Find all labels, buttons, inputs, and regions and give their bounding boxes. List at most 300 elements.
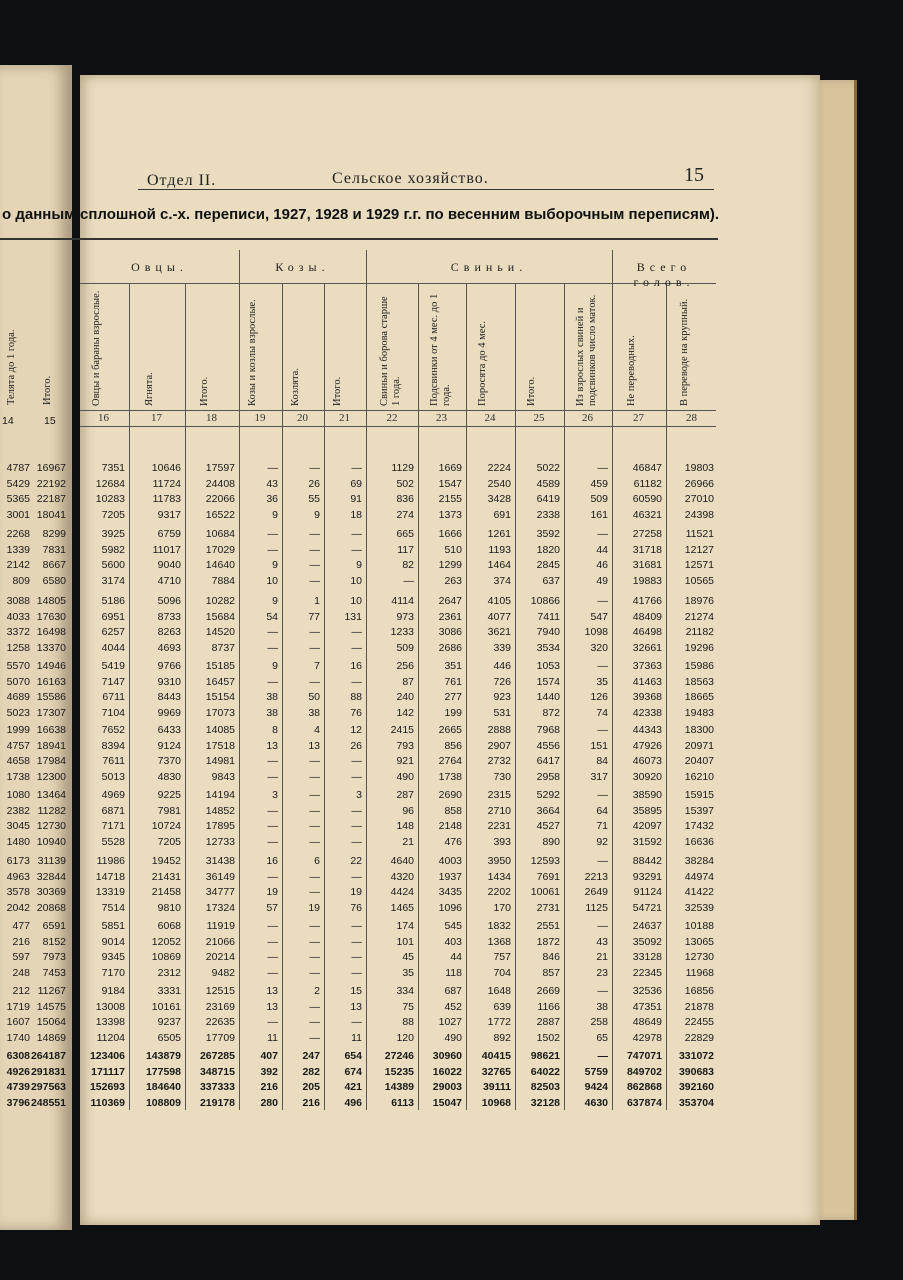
table-cell: 19883 [632,574,662,587]
table-cell: 12593 [530,855,560,867]
table-cell: 32661 [632,641,662,654]
table-cell: 6113 [391,1096,414,1109]
table-cell: — [267,641,278,654]
table-cell: 2731 [536,901,560,914]
table-cell: 14520 [205,626,235,638]
table-cell: 96 [402,804,414,817]
table-cell: 91 [350,493,362,505]
table-cell: 849702 [626,1065,662,1078]
column-group-label: Козы. [275,260,330,274]
table-cell: — [309,770,320,783]
table-cell: 88442 [632,855,662,867]
left-table-cell: 5570 [6,660,30,672]
table-cell: — [267,543,278,556]
table-cell: 42097 [632,820,662,832]
table-cell: 35895 [632,804,662,817]
table-cell: 4105 [487,595,511,607]
left-table-cell: 1480 [6,835,30,848]
table-cell: — [309,870,320,883]
left-table-cell: 4757 [6,739,30,752]
table-cell: 120 [396,1031,414,1044]
table-cell: 24408 [205,477,235,490]
table-cell: 2213 [584,870,608,883]
table-cell: 2338 [536,508,560,521]
table-cell: 11 [351,1031,362,1044]
table-cell: 2647 [438,595,462,607]
left-table-cell: 2042 [6,901,30,914]
table-cell: 9 [356,559,362,571]
table-cell: 44 [596,543,608,556]
table-cell: 15397 [684,804,714,817]
table-cell: 177598 [145,1065,181,1078]
column-number: 27 [633,412,644,424]
table-cell: — [351,626,362,638]
left-table-cell: 13464 [36,789,66,801]
table-cell: — [309,543,320,556]
table-cell: 92 [596,835,608,848]
table-cell: 2665 [438,724,462,736]
table-cell: 14640 [205,559,235,571]
table-cell: 41766 [632,595,662,607]
left-table-cell: 5070 [6,675,30,688]
table-column-divider [515,283,516,1110]
table-cell: 339 [493,641,511,654]
table-cell: 761 [444,675,462,688]
table-cell: 1299 [438,559,462,571]
table-cell: 98621 [530,1050,560,1062]
table-cell: 7171 [101,820,125,832]
table-cell: 33128 [632,951,662,963]
table-cell: 446 [493,660,511,672]
table-cell: 9040 [157,559,181,571]
left-table-cell: 477 [12,920,30,932]
table-cell: 21066 [205,935,235,948]
table-cell: 320 [590,641,608,654]
table-cell: 65 [596,1031,608,1044]
table-cell: 858 [444,804,462,817]
table-column-divider [666,283,667,1110]
table-cell: 509 [396,641,414,654]
table-cell: 19 [350,886,362,898]
table-cell: 2231 [487,820,511,832]
table-cell: 4527 [536,820,560,832]
table-cell: 151 [590,739,608,752]
table-cell: 32536 [632,985,662,997]
table-cell: 3664 [536,804,560,817]
table-cell: 12 [350,724,362,736]
table-cell: — [267,935,278,948]
table-cell: 43 [266,477,278,490]
column-number: 21 [339,412,350,424]
table-cell: 1125 [585,901,608,914]
table-cell: 38284 [684,855,714,867]
table-cell: 4 [314,724,320,736]
table-cell: — [351,966,362,979]
table-cell: 1464 [487,559,511,571]
table-cell: 88 [350,691,362,703]
table-cell: 9317 [157,508,181,521]
table-cell: 1233 [390,626,414,638]
table-cell: 856 [444,739,462,752]
table-cell: 46498 [632,626,662,638]
table-cell: 9 [272,660,278,672]
table-cell: 11783 [152,493,181,505]
table-cell: 407 [260,1050,278,1062]
table-cell: 22455 [684,1016,714,1028]
table-cell: 7351 [101,462,125,474]
table-cell: — [351,920,362,932]
left-table-cell: 13370 [36,641,66,654]
table-cell: — [309,574,320,587]
table-cell: 258 [590,1016,608,1028]
table-cell: 6068 [157,920,181,932]
table-cell: 118 [445,966,462,979]
table-cell: 1574 [536,675,560,688]
table-cell: 4630 [584,1096,608,1109]
table-cell: 10646 [151,462,181,474]
table-cell: 42978 [632,1031,662,1044]
table-cell: 24637 [632,920,662,932]
table-cell: 19452 [151,855,181,867]
left-table-cell: 1738 [6,770,30,783]
table-cell: 476 [444,835,462,848]
table-cell: — [309,1016,320,1028]
table-cell: 15047 [432,1096,462,1109]
left-table-cell: 291831 [30,1065,66,1078]
column-header: Козы и козлы взрослые. [247,299,258,406]
left-table-cell: 16638 [36,724,66,736]
table-cell: 637 [542,574,560,587]
table-cell: 9184 [101,985,125,997]
table-cell: 5528 [101,835,125,848]
table-cell: — [309,835,320,848]
table-cell: 393 [493,835,511,848]
column-number: 18 [206,412,217,424]
table-cell: 6433 [157,724,181,736]
table-cell: 16856 [684,985,714,997]
column-number: 19 [254,412,266,424]
table-cell: 21274 [684,610,714,623]
table-cell: 46847 [632,462,662,474]
table-cell: 1373 [438,508,462,521]
table-cell: — [267,870,278,883]
table-cell: 687 [444,985,462,997]
table-cell: 21458 [151,886,181,898]
left-table-cell: 2382 [6,804,30,817]
table-cell: 26966 [684,477,714,490]
table-cell: 2764 [438,755,462,767]
page-number: 15 [684,164,704,186]
table-cell: 15185 [205,660,235,672]
table-cell: 26 [308,477,320,490]
table-cell: — [267,528,278,540]
table-cell: 60590 [632,493,662,505]
table-cell: 13008 [95,1000,125,1013]
column-group-label: Овцы. [131,260,188,274]
table-cell: 54721 [632,901,662,914]
subtitle-left-fragment: о данным [2,206,76,223]
table-cell: 15986 [684,660,714,672]
table-cell: 9310 [157,675,181,688]
table-cell: 12733 [205,835,235,848]
left-table-cell: 20868 [36,901,66,914]
table-cell: 14852 [205,804,235,817]
table-cell: 20971 [684,739,714,752]
table-cell: 6417 [536,755,560,767]
table-cell: 509 [590,493,608,505]
table-cell: 13 [266,739,278,752]
table-cell: 8737 [211,641,235,654]
left-table-cell: 12730 [36,820,66,832]
table-cell: — [267,951,278,963]
table-cell: 7611 [102,755,125,767]
table-cell: — [351,462,362,474]
table-cell: — [267,804,278,817]
column-group-label: Всего голов. [633,260,695,289]
left-table-cell: 3045 [6,820,30,832]
left-table-cell: 10940 [36,835,66,848]
column-number: 17 [151,412,162,424]
table-cell: 11968 [685,966,714,979]
table-cell: — [597,1050,608,1062]
table-cell: 13065 [684,935,714,948]
table-cell: 1547 [438,477,462,490]
table-cell: 7205 [157,835,181,848]
table-cell: 7884 [211,574,235,587]
left-table-cell: 1719 [6,1000,30,1013]
table-cell: 8263 [157,626,181,638]
table-cell: 12127 [684,543,714,556]
table-cell: — [351,804,362,817]
table-cell: 317 [590,770,608,783]
table-cell: 9766 [157,660,181,672]
table-cell: 46 [596,559,608,571]
table-cell: 691 [493,508,511,521]
table-cell: 3174 [101,574,125,587]
table-cell: — [351,641,362,654]
table-cell: — [351,820,362,832]
column-header: Подсвинки от 4 мес. до 1 года. [428,293,452,406]
table-cell: 337333 [199,1081,235,1093]
table-cell: 2732 [487,755,511,767]
left-table-cell: 5023 [6,706,30,719]
table-cell: 973 [396,610,414,623]
table-cell: 19483 [684,706,714,719]
table-cell: 35 [402,966,414,979]
table-cell: 18 [350,508,362,521]
table-cell: 267285 [199,1050,235,1062]
table-cell: 1937 [438,870,462,883]
left-table-cell: 3578 [6,886,30,898]
table-cell: 11521 [685,528,714,540]
table-cell: 71 [596,820,608,832]
table-cell: — [351,770,362,783]
table-cell: 16636 [684,835,714,848]
column-number: 28 [686,412,697,424]
table-cell: 14085 [205,724,235,736]
table-cell: 11204 [96,1031,125,1044]
table-cell: — [309,755,320,767]
table-cell: — [309,935,320,948]
table-cell: 54 [266,610,278,623]
table-cell: 7170 [101,966,125,979]
table-cell: 10724 [151,820,181,832]
table-cell: 2148 [438,820,462,832]
table-cell: 7370 [157,755,181,767]
left-table-cell: 4689 [6,691,30,703]
table-cell: 857 [542,966,560,979]
table-cell: 10869 [151,951,181,963]
table-cell: 6759 [157,528,181,540]
left-column-header: Итого. [42,375,53,405]
column-header: Поросята до 4 мес. [477,320,488,406]
table-column-divider [466,283,467,1110]
table-cell: — [351,951,362,963]
table-cell: 7981 [157,804,181,817]
left-table-cell: 6308 [6,1050,30,1062]
table-cell: 1261 [487,528,511,540]
table-cell: 1 [314,595,320,607]
table-cell: 152693 [89,1081,125,1093]
table-cell: 38 [596,1000,608,1013]
left-table-cell: 1607 [6,1016,30,1028]
left-table-cell: 15586 [36,691,66,703]
table-cell: 5186 [101,595,125,607]
section-heading: Отдел II. [147,172,217,189]
table-cell: 7652 [101,724,125,736]
table-cell: — [351,675,362,688]
table-cell: 11919 [206,920,235,932]
table-cell: 31438 [205,855,235,867]
table-cell: 5851 [101,920,125,932]
table-cell: 11986 [96,855,125,867]
left-table-cell: 15064 [36,1016,66,1028]
table-cell: 17709 [205,1031,235,1044]
table-cell: 2 [314,985,320,997]
column-header: Итого. [331,376,343,406]
table-cell: — [309,1000,320,1013]
table-cell: 55 [308,493,320,505]
table-cell: 2540 [487,477,511,490]
table-cell: 77 [308,610,320,623]
table-cell: 496 [344,1096,362,1109]
table-cell: 3086 [438,626,462,638]
table-cell: 26 [350,739,362,752]
table-cell: 37363 [632,660,662,672]
left-table-cell: 6591 [42,920,66,932]
left-table-cell: 30369 [36,886,66,898]
table-cell: 5022 [536,462,560,474]
table-cell: 19803 [684,462,714,474]
table-cell: 9124 [157,739,181,752]
table-cell: 1832 [487,920,511,932]
table-cell: 1053 [536,660,560,672]
table-cell: 13398 [95,1016,125,1028]
column-number: 20 [297,412,308,424]
table-cell: 38 [266,691,278,703]
table-cell: 8 [272,724,278,736]
table-cell: 216 [302,1096,320,1109]
table-cell: 10 [350,595,362,607]
table-cell: 3534 [536,641,560,654]
table-cell: 9843 [211,770,235,783]
table-cell: 4077 [487,610,511,623]
table-cell: 44343 [632,724,662,736]
table-cell: 38590 [632,789,662,801]
table-cell: 1872 [536,935,560,948]
table-cell: — [267,966,278,979]
left-table-cell: 2268 [6,528,30,540]
table-cell: — [597,985,608,997]
table-cell: 392160 [678,1081,714,1093]
table-cell: 38 [266,706,278,719]
table-cell: — [351,935,362,948]
table-cell: 6257 [101,626,125,638]
table-cell: 14389 [384,1081,414,1093]
left-table-cell: 1258 [6,641,30,654]
left-table-cell: 16967 [36,462,66,474]
table-cell: 14981 [205,755,235,767]
table-cell: 17324 [205,901,235,914]
column-header: Итого. [198,376,210,406]
table-cell: 11 [267,1031,278,1044]
table-cell: — [267,820,278,832]
header-bottom-rule [80,410,716,411]
table-column-divider [418,283,419,1110]
left-table-cell: 4658 [6,755,30,767]
table-cell: 665 [396,528,414,540]
table-cell: 1648 [487,985,511,997]
table-cell: 148 [396,820,414,832]
table-cell: 1820 [536,543,560,556]
column-header: Из взрослых свиней и подсвинков число маток. [574,294,598,406]
table-cell: 18976 [684,595,714,607]
table-cell: — [309,462,320,474]
left-table-cell: 7453 [42,966,66,979]
table-cell: 40415 [481,1050,511,1062]
table-cell: 9424 [584,1081,608,1093]
table-cell: 41422 [684,886,714,898]
table-cell: 10968 [481,1096,511,1109]
table-cell: 108809 [145,1096,181,1109]
table-cell: 12571 [684,559,714,571]
table-cell: 403 [444,935,462,948]
table-cell: 545 [444,920,462,932]
table-cell: 256 [396,660,414,672]
table-cell: 21 [402,835,414,848]
table-cell: 3331 [157,985,181,997]
table-column-divider [612,250,613,1110]
table-cell: 9 [272,595,278,607]
left-table-cell: 1080 [6,789,30,801]
table-cell: 654 [344,1050,362,1062]
table-cell: 3925 [101,528,125,540]
table-cell: 374 [493,574,511,587]
table-cell: 39368 [632,691,662,703]
table-cell: 846 [542,951,560,963]
table-cell: 674 [344,1065,362,1078]
table-cell: 171117 [91,1065,125,1078]
table-cell: — [267,462,278,474]
table-cell: — [597,920,608,932]
table-cell: 15 [350,985,362,997]
table-cell: 22066 [205,493,235,505]
table-cell: 4556 [536,739,560,752]
table-cell: 9810 [157,901,181,914]
table-cell: 27246 [384,1050,414,1062]
table-cell: 2315 [487,789,511,801]
table-cell: 390683 [678,1065,714,1078]
